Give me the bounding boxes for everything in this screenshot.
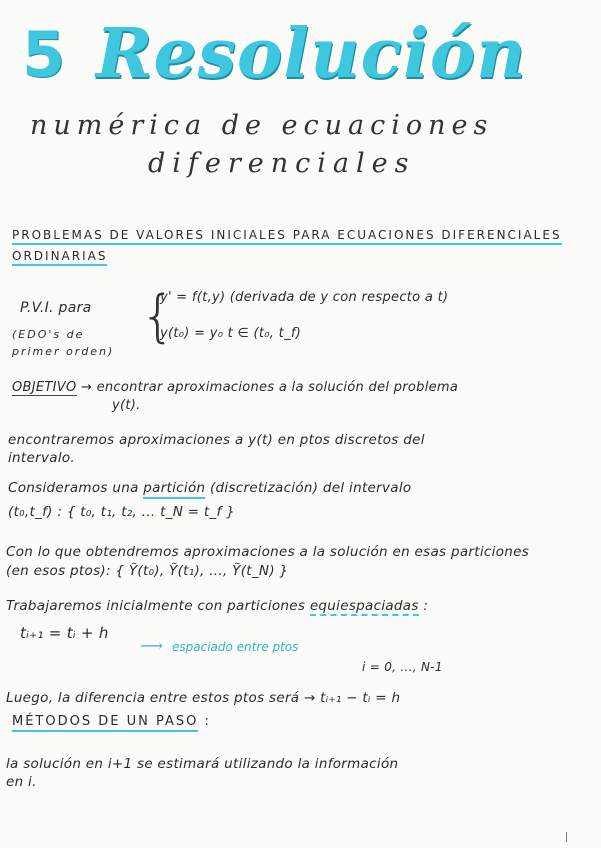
objetivo-line: [12, 380, 458, 395]
text-line-2: intervalo.: [8, 450, 76, 466]
text-line-7-end: :: [423, 598, 429, 614]
objetivo-text-continued: y(t).: [112, 398, 141, 413]
text-line-3-end: (discretización) del intervalo: [209, 480, 412, 496]
page-subtitle-line-2: diferenciales: [148, 148, 416, 179]
section-heading-line-2: ORDINARIAS: [12, 249, 107, 266]
objetivo-label: OBJETIVO: [12, 380, 77, 395]
pvi-equation-2: y(t₀) = y₀ t ∈ (t₀, t_f): [160, 326, 302, 341]
pvi-note-2: primer orden): [12, 345, 115, 358]
pvi-note-1: (EDO's de: [12, 328, 85, 341]
text-line-3: [8, 480, 411, 496]
index-range: i = 0, ..., N-1: [362, 660, 443, 674]
arrow-icon: ⟶: [140, 636, 163, 655]
objetivo-arrow: →: [80, 380, 93, 395]
text-line-10: la solución en i+1 se estimará utilizando la información: [6, 756, 399, 772]
metodos-colon: :: [204, 714, 211, 729]
pvi-label: P.V.I. para: [20, 300, 92, 316]
margin-mark: [566, 832, 567, 842]
approximation-set: (en esos ptos): { Ỹ(t₀), Ỹ(t₁), ..., Ỹ(t_N) }: [6, 563, 289, 579]
text-line-7: [6, 598, 428, 614]
keyword-particion: partición: [143, 480, 205, 499]
text-line-1: encontraremos aproximaciones a y(t) en ptos discretos del: [8, 432, 425, 448]
metodos-heading: [12, 714, 211, 729]
page-subtitle-line-1: numérica de ecuaciones: [30, 110, 494, 141]
text-line-9: Luego, la diferencia entre estos ptos será → tᵢ₊₁ − tᵢ = h: [6, 690, 401, 706]
step-equation: tᵢ₊₁ = tᵢ + h: [20, 624, 109, 642]
chapter-number: 5: [22, 18, 66, 91]
section-heading: [12, 228, 562, 242]
pvi-equation-1: y' = f(t,y) (derivada de y con respecto a t): [160, 290, 449, 305]
metodos-label: MÉTODOS DE UN PASO: [12, 714, 198, 732]
text-line-5: Con lo que obtendremos aproximaciones a la solución en esas particiones: [6, 544, 530, 560]
text-line-3-start: Consideramos una: [8, 480, 139, 496]
objetivo-text: encontrar aproximaciones a la solución del problema: [96, 380, 459, 395]
text-line-7-start: Trabajaremos inicialmente con particiones: [6, 598, 306, 614]
spacing-note: espaciado entre ptos: [172, 640, 299, 654]
section-heading-continued: [12, 249, 107, 263]
keyword-equiespaciadas: equiespaciadas: [309, 598, 419, 614]
brace-symbol: {: [140, 284, 176, 349]
partition-set: (t₀,t_f) : { t₀, t₁, t₂, ... t_N = t_f }: [8, 504, 236, 520]
section-heading-line-1: PROBLEMAS DE VALORES INICIALES PARA ECUACIONES DIFERENCIALES: [12, 228, 562, 245]
page-title: Resolución: [96, 14, 527, 94]
text-line-11: en i.: [6, 774, 37, 790]
